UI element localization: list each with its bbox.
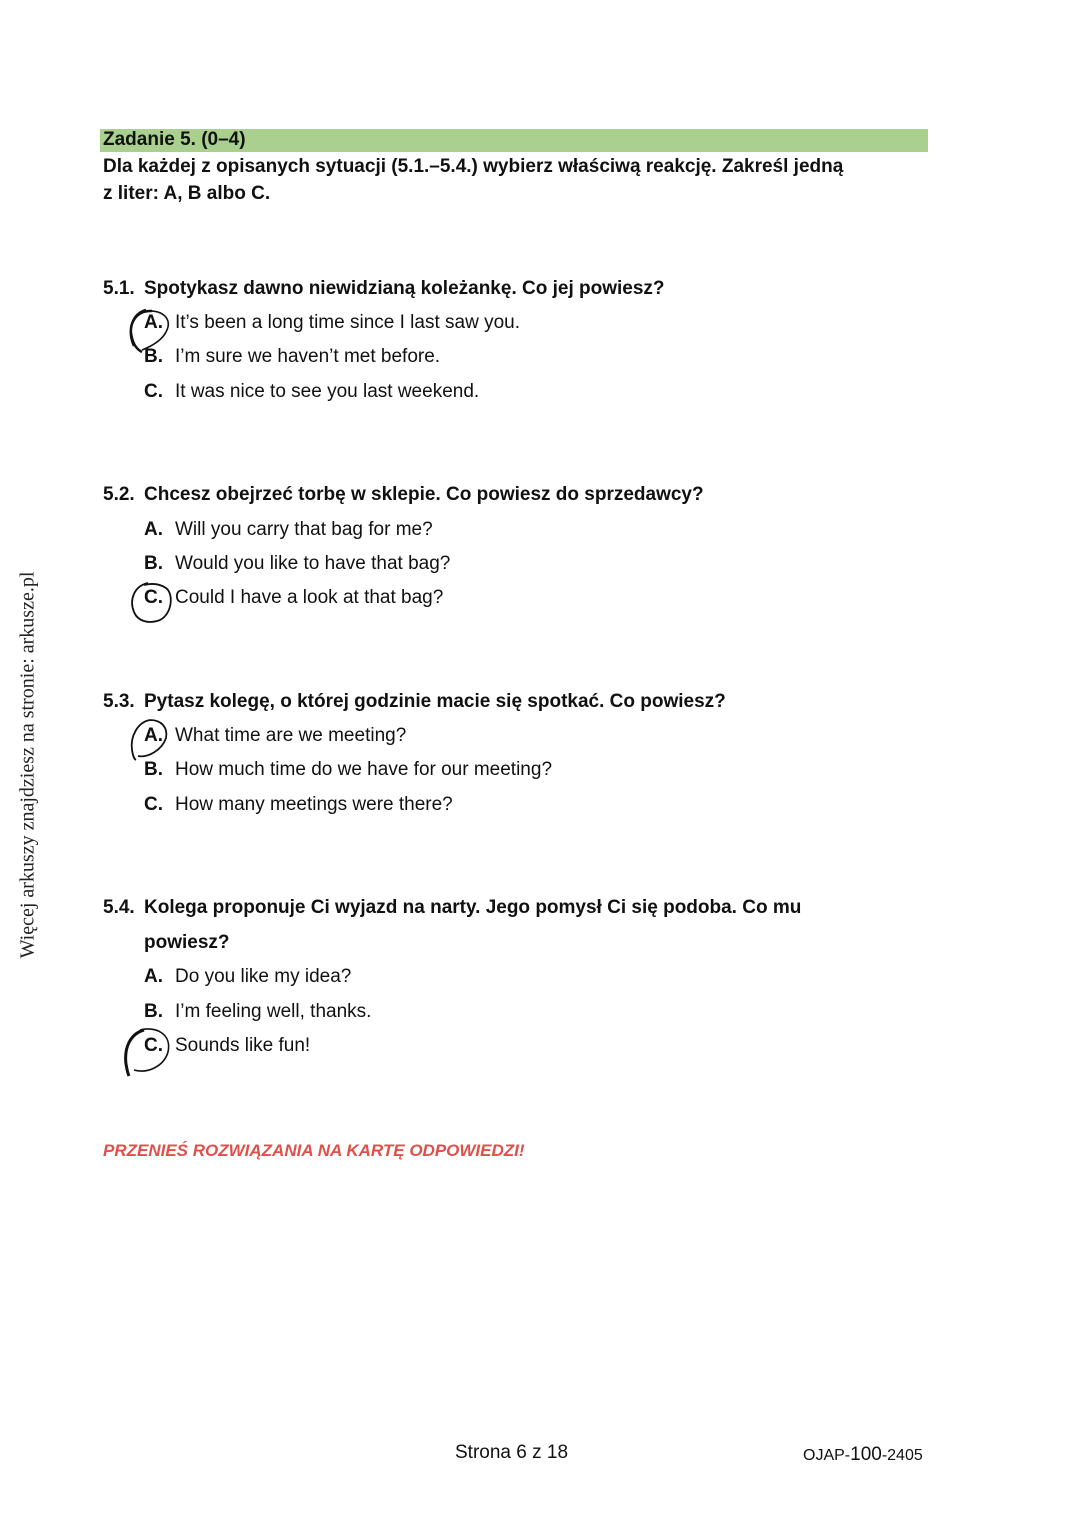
task-header	[100, 129, 928, 152]
option-text: Do you like my idea?	[175, 966, 352, 987]
option-text: What time are we meeting?	[175, 725, 407, 746]
question-text: Kolega proponuje Ci wyjazd na narty. Jego pomysł Ci się podoba. Co mu	[144, 897, 802, 918]
option-text: Will you carry that bag for me?	[175, 519, 433, 540]
question-text: Chcesz obejrzeć torbę w sklepie. Co powiesz do sprzedawcy?	[144, 484, 704, 505]
instruction-line-1: Dla każdej z opisanych sytuacji (5.1.–5.4.) wybierz właściwą reakcję. Zakreśl jedną	[103, 156, 844, 177]
question-number: 5.1.	[103, 278, 135, 299]
option-letter-a[interactable]: A.	[144, 966, 163, 987]
question-number: 5.2.	[103, 484, 135, 505]
option-letter-b[interactable]: B.	[144, 1001, 163, 1022]
exam-code	[803, 1443, 923, 1468]
option-letter-a[interactable]: A.	[144, 312, 163, 333]
transfer-answers-reminder: PRZENIEŚ ROZWIĄZANIA NA KARTĘ ODPOWIEDZI!	[103, 1141, 525, 1160]
option-text: I’m feeling well, thanks.	[175, 1001, 372, 1022]
option-letter-b[interactable]: B.	[144, 553, 163, 574]
question-text: Pytasz kolegę, o której godzinie macie się spotkać. Co powiesz?	[144, 691, 726, 712]
question-number: 5.3.	[103, 691, 135, 712]
side-note: Więcej arkuszy znajdziesz na stronie: arkusze.pl	[16, 571, 39, 959]
question-text-line-2: powiesz?	[144, 932, 230, 953]
option-letter-c[interactable]: C.	[144, 587, 163, 608]
option-letter-c[interactable]: C.	[144, 1035, 163, 1056]
exam-code-prefix: OJAP-	[803, 1447, 851, 1464]
option-letter-c[interactable]: C.	[144, 794, 163, 815]
question-text: Spotykasz dawno niewidzianą koleżankę. Co jej powiesz?	[144, 278, 665, 299]
question-number: 5.4.	[103, 897, 135, 918]
option-text: It was nice to see you last weekend.	[175, 381, 480, 402]
task-title: Zadanie 5. (0–4)	[103, 129, 246, 150]
option-letter-c[interactable]: C.	[144, 381, 163, 402]
option-text: It’s been a long time since I last saw you.	[175, 312, 520, 333]
page-number: Strona 6 z 18	[455, 1442, 569, 1463]
option-letter-a[interactable]: A.	[144, 519, 163, 540]
option-text: How much time do we have for our meeting?	[175, 759, 553, 780]
option-text: I’m sure we haven’t met before.	[175, 346, 441, 367]
instruction-line-2: z liter: A, B albo C.	[103, 183, 271, 204]
option-letter-a[interactable]: A.	[144, 725, 163, 746]
option-text: How many meetings were there?	[175, 794, 453, 815]
exam-code-suffix: -2405	[881, 1447, 923, 1464]
option-letter-b[interactable]: B.	[144, 759, 163, 780]
option-text: Would you like to have that bag?	[175, 553, 451, 574]
option-text: Sounds like fun!	[175, 1035, 311, 1056]
option-text: Could I have a look at that bag?	[175, 587, 444, 608]
exam-code-main: 100	[850, 1444, 882, 1465]
option-letter-b[interactable]: B.	[144, 346, 163, 367]
